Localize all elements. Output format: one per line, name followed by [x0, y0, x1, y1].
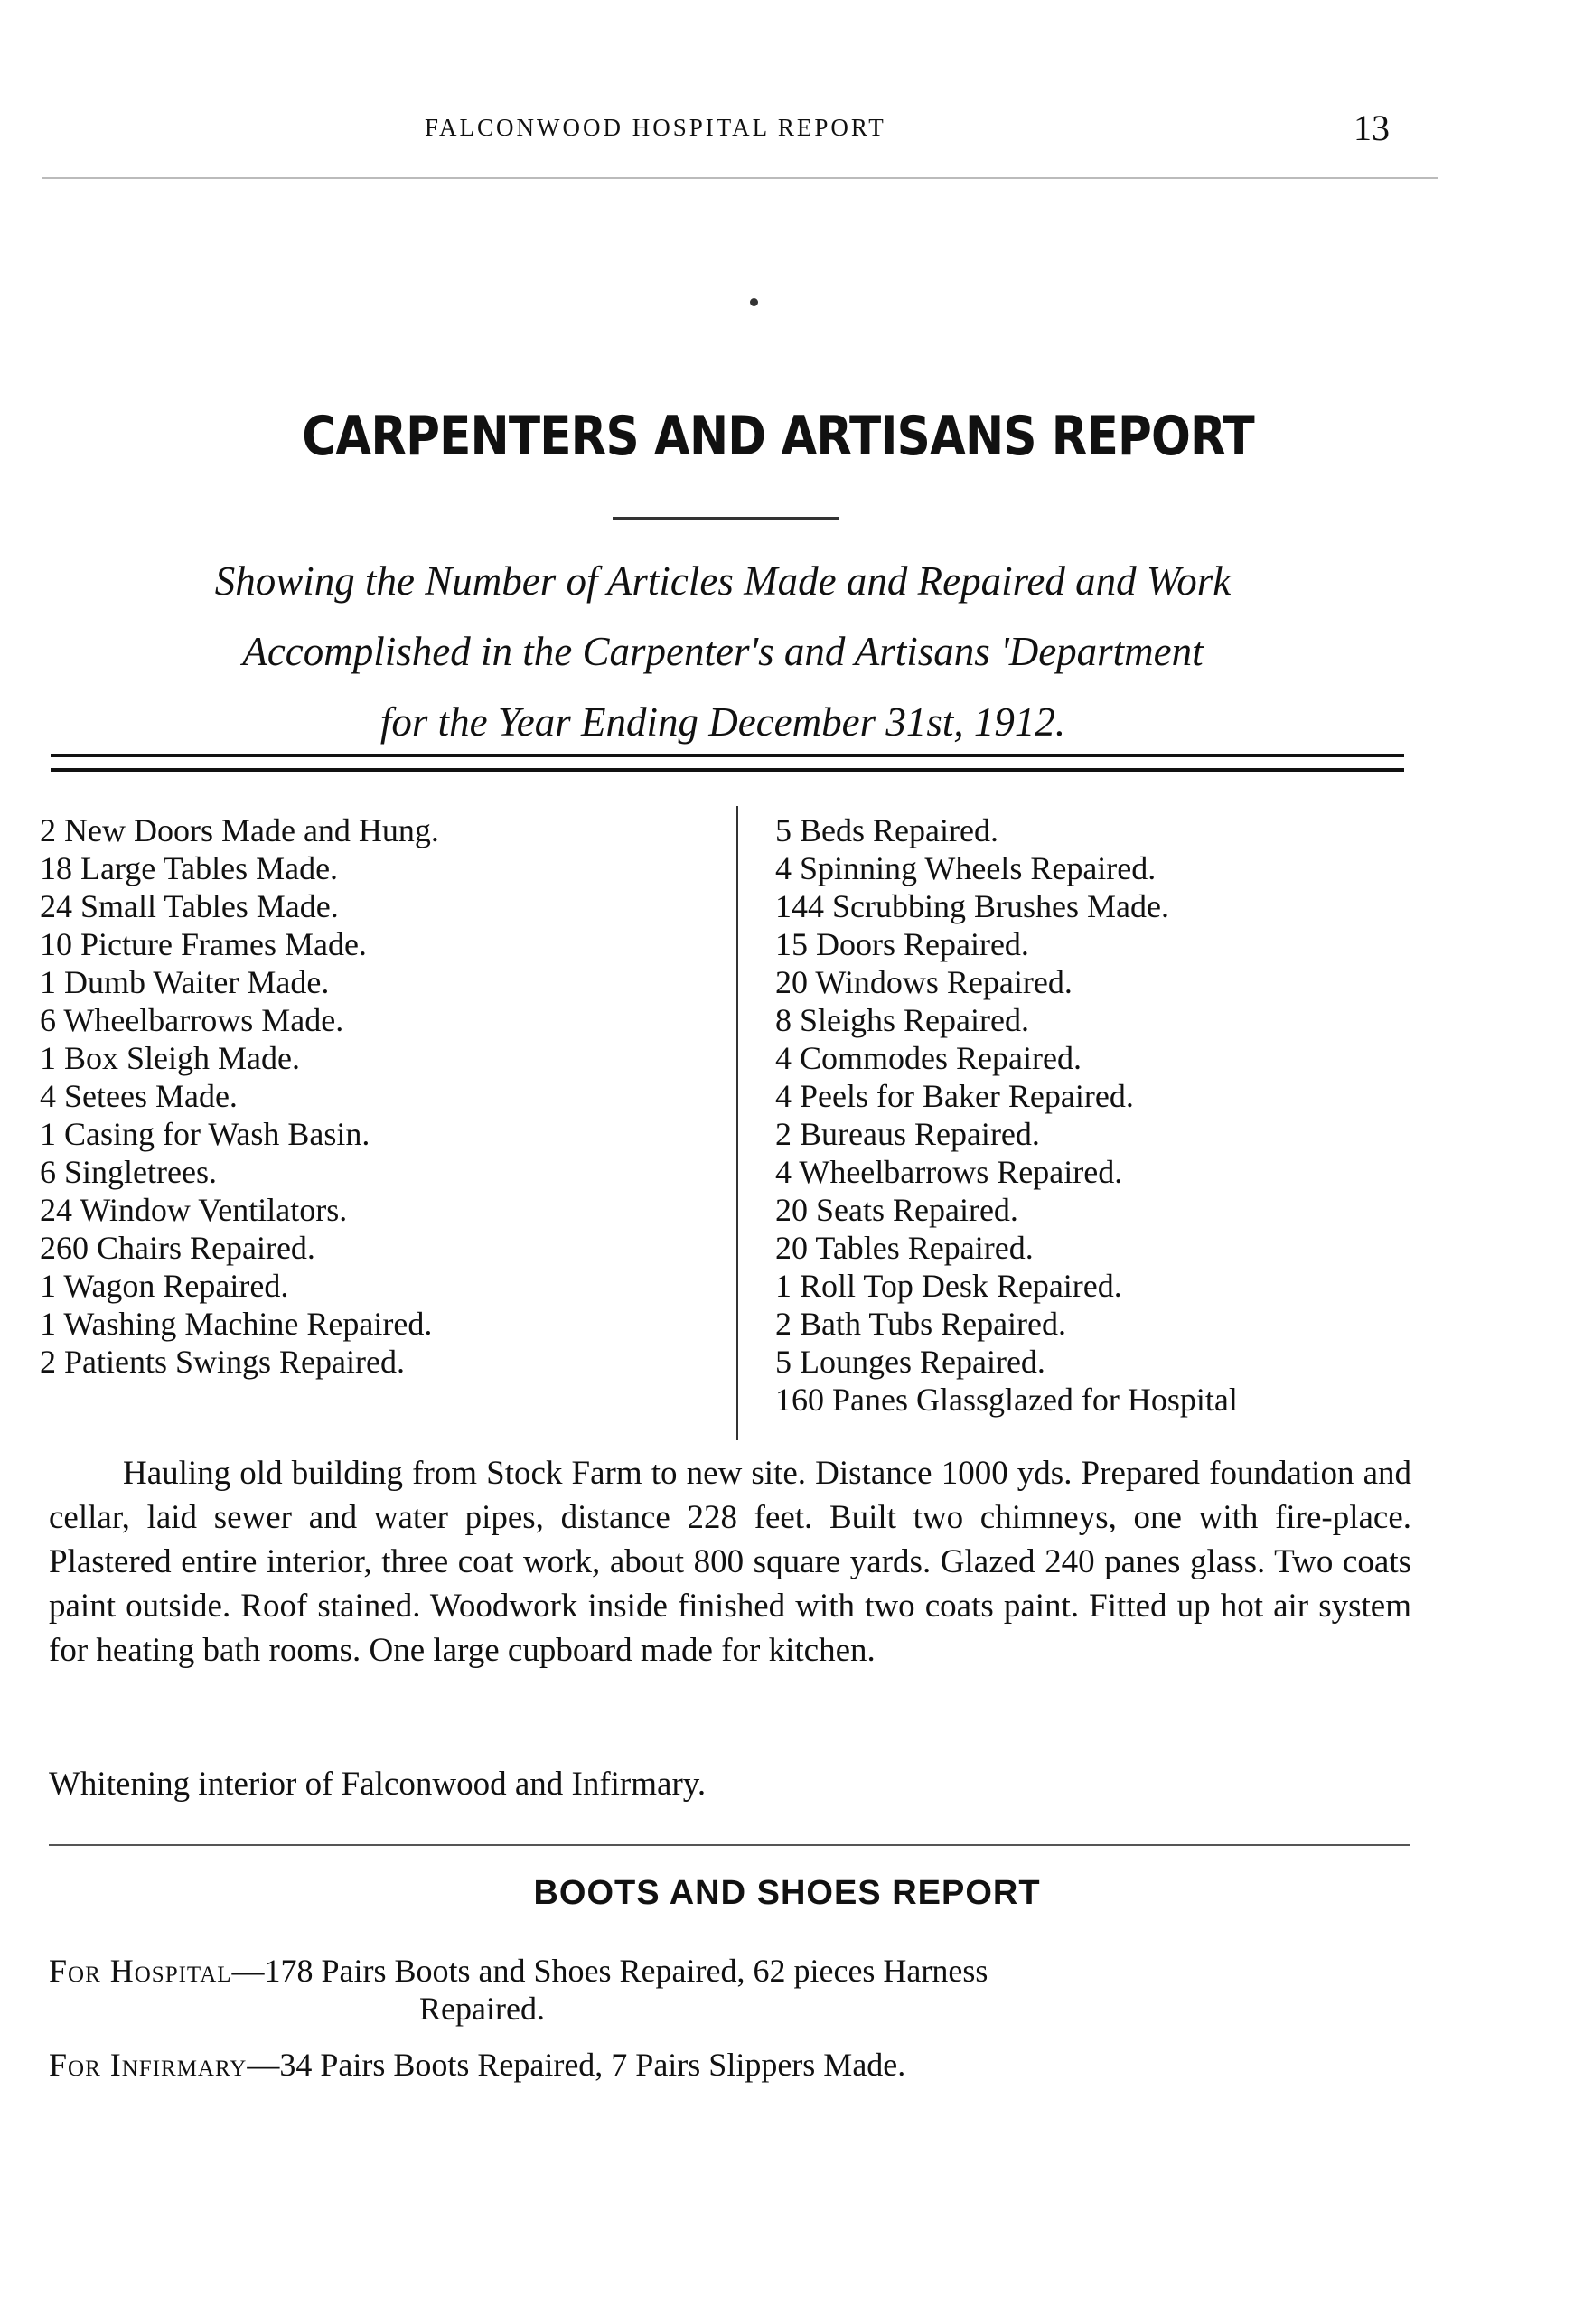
hospital-continuation: Repaired. — [419, 1991, 545, 2027]
list-item: 4 Commodes Repaired. — [775, 1040, 1082, 1076]
header-rule — [42, 177, 1438, 179]
double-rule — [51, 754, 1404, 772]
list-item: 6 Wheelbarrows Made. — [40, 1002, 344, 1038]
list-item: 1 Casing for Wash Basin. — [40, 1116, 370, 1152]
page-number: 13 — [1354, 108, 1390, 148]
subtitle-line: for the Year Ending December 31st, 1912. — [379, 699, 1066, 745]
list-item: 2 Bureaus Repaired. — [775, 1116, 1040, 1152]
whitening-line: Whitening interior of Falconwood and Infirmary. — [49, 1766, 707, 1803]
infirmary-text: —34 Pairs Boots Repaired, 7 Pairs Slippers Made. — [247, 2047, 906, 2083]
list-item: 24 Small Tables Made. — [40, 888, 339, 924]
list-item: 4 Wheelbarrows Repaired. — [775, 1154, 1123, 1190]
title-rule — [613, 517, 839, 520]
infirmary-boots-entry — [49, 2046, 1413, 2084]
list-item: 20 Tables Repaired. — [775, 1230, 1034, 1266]
right-items-list — [775, 811, 1426, 1419]
list-item: 2 Bath Tubs Repaired. — [775, 1306, 1067, 1342]
list-item: 4 Peels for Baker Repaired. — [775, 1078, 1134, 1114]
left-items-list — [40, 811, 726, 1381]
work-paragraph: Hauling old building from Stock Farm to new site. Distance 1000 yds. Prepared foundation and cellar, laid sewer and water pipes, distance 228 feet. Built two chimneys, one with fire-place. Plastered entire interior, three coat work, about 800 square yards. Glazed 240 panes glass. Two coats paint outside. Roof stained. Woodwork inside finished with two coats paint. Fitted up hot air system for heating bath rooms. One large cupboard made for kitchen. — [49, 1455, 1411, 1669]
list-item: 5 Beds Repaired. — [775, 812, 998, 848]
list-item: 260 Chairs Repaired. — [40, 1230, 315, 1266]
list-item: 20 Seats Repaired. — [775, 1192, 1018, 1228]
list-item: 4 Spinning Wheels Repaired. — [775, 850, 1157, 886]
list-item: 10 Picture Frames Made. — [40, 926, 367, 962]
list-item: 18 Large Tables Made. — [40, 850, 339, 886]
list-item: 2 New Doors Made and Hung. — [40, 812, 439, 848]
list-item: 144 Scrubbing Brushes Made. — [775, 888, 1169, 924]
list-item: 160 Panes Glassglazed for Hospital — [775, 1382, 1238, 1418]
list-item: 20 Windows Repaired. — [775, 964, 1073, 1000]
infirmary-lead: For Infirmary — [49, 2047, 248, 2083]
column-divider — [736, 806, 738, 1440]
hospital-boots-entry — [49, 1952, 1413, 2028]
list-item: 15 Doors Repaired. — [775, 926, 1029, 962]
hospital-lead: For Hospital — [49, 1953, 232, 1989]
list-item: 2 Patients Swings Repaired. — [40, 1344, 405, 1380]
hospital-text: —178 Pairs Boots and Shoes Repaired, 62 pieces Harness — [231, 1953, 988, 1989]
report-subtitle — [45, 546, 1401, 757]
list-item: 8 Sleighs Repaired. — [775, 1002, 1029, 1038]
list-item: 1 Roll Top Desk Repaired. — [775, 1268, 1122, 1304]
section-rule — [49, 1844, 1410, 1846]
list-item: 24 Window Ventilators. — [40, 1192, 348, 1228]
list-item: 6 Singletrees. — [40, 1154, 217, 1190]
list-item: 1 Washing Machine Repaired. — [40, 1306, 433, 1342]
subtitle-line: Showing the Number of Articles Made and Repaired and Work — [214, 558, 1232, 604]
list-item: 5 Lounges Repaired. — [775, 1344, 1045, 1380]
list-item: 4 Setees Made. — [40, 1078, 238, 1114]
subtitle-line: Accomplished in the Carpenter's and Artisans 'Department — [242, 629, 1204, 674]
list-item: 1 Wagon Repaired. — [40, 1268, 289, 1304]
list-item: 1 Dumb Waiter Made. — [40, 964, 330, 1000]
report-title: CARPENTERS AND ARTISANS REPORT — [302, 405, 1254, 468]
ink-dot — [750, 298, 758, 306]
running-header: FALCONWOOD HOSPITAL REPORT — [425, 114, 886, 141]
boots-section-title: BOOTS AND SHOES REPORT — [533, 1874, 1041, 1912]
list-item: 1 Box Sleigh Made. — [40, 1040, 300, 1076]
